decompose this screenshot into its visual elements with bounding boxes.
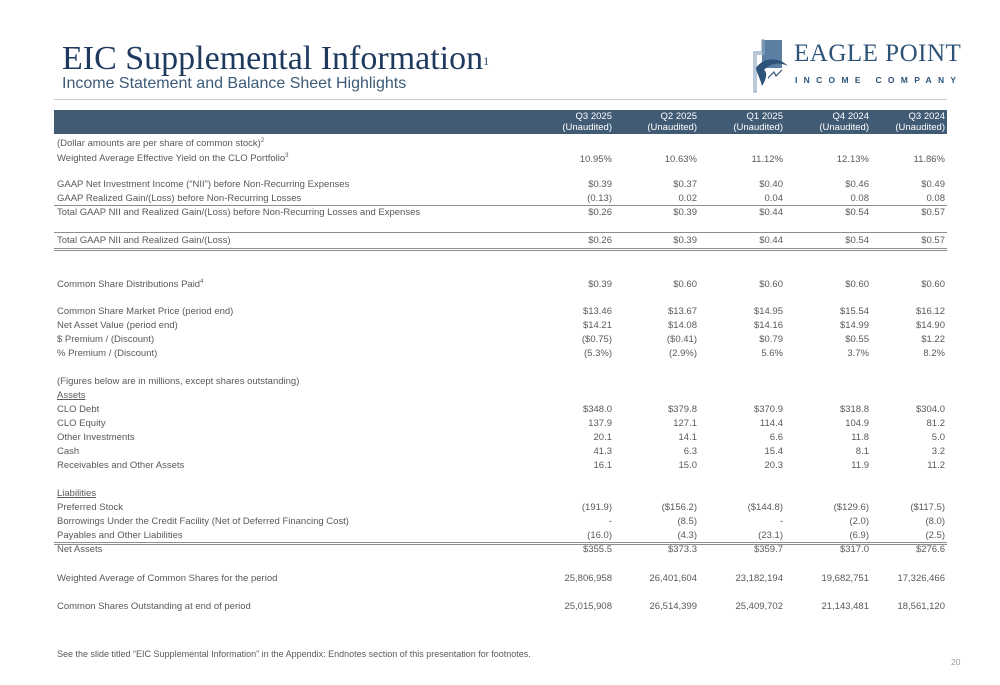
table-cell: ($0.75) (581, 334, 612, 345)
column-period: Q3 2024 (908, 111, 945, 122)
row-label (57, 432, 135, 443)
table-cell: $1.22 (921, 334, 945, 345)
row-label (57, 306, 233, 317)
column-note: (Unaudited) (647, 121, 697, 133)
table-header (54, 110, 947, 134)
logo-name: EAGLE POINT (794, 40, 962, 67)
table-cell: $276.6 (915, 544, 945, 555)
table-cell: $0.44 (759, 235, 783, 246)
table-cell: 11.2 (927, 460, 945, 471)
table-cell: 25,409,702 (735, 601, 783, 612)
column-header (865, 112, 945, 133)
row-label-text: Weighted Average Effective Yield on the CLO Portfolio (57, 153, 286, 165)
column-period: Q1 2025 (746, 111, 783, 122)
row-label (57, 404, 99, 415)
table-cell: 11.9 (851, 460, 869, 471)
row-label (57, 488, 96, 499)
table-cell: (2.5) (925, 530, 945, 541)
row-label (57, 418, 106, 429)
table-cell: $0.49 (921, 179, 945, 190)
row-label-text: Borrowings Under the Credit Facility (Net of Deferred Financing Cost) (57, 516, 349, 527)
table-cell: $0.79 (759, 334, 783, 345)
table-cell: (23.1) (758, 530, 783, 541)
table-cell: 15.4 (764, 446, 783, 457)
row-label-text: Receivables and Other Assets (57, 460, 185, 471)
table-cell: $0.26 (588, 235, 612, 246)
table-cell: 12.13% (836, 154, 869, 165)
row-label-text: % Premium / (Discount) (57, 348, 158, 359)
row-label-text: Total GAAP NII and Realized Gain/(Loss) (57, 235, 231, 246)
table-cell: 10.95% (579, 154, 612, 165)
table-cell: (6.9) (849, 530, 869, 541)
row-label-text: Liabilities (57, 488, 97, 499)
table-cell: 137.9 (588, 418, 612, 429)
table-cell: 0.02 (678, 193, 697, 204)
table-cell: 11.12% (751, 154, 783, 165)
row-label (57, 601, 251, 612)
table-cell: 17,326,466 (897, 573, 945, 584)
table-cell: $0.46 (845, 179, 869, 190)
row-label-text: GAAP Realized Gain/(Loss) before Non-Recurring Losses (57, 193, 302, 204)
title-footnote: 1 (483, 54, 490, 68)
row-label-text: Common Share Distributions Paid (57, 279, 201, 291)
table-cell: $0.39 (588, 179, 612, 190)
table-cell: 6.6 (769, 432, 783, 443)
table-cell: $0.26 (588, 207, 612, 218)
column-header (789, 112, 869, 133)
row-label (57, 530, 183, 541)
table-cell: 11.86% (913, 154, 945, 165)
title-text: EIC Supplemental Information (62, 40, 484, 77)
subtotal-rule (54, 205, 947, 206)
table-cell: 8.1 (855, 446, 869, 457)
page-subtitle: Income Statement and Balance Sheet Highlights (62, 75, 407, 92)
table-cell: $14.99 (839, 320, 869, 331)
table-cell: (8.0) (925, 516, 945, 527)
row-label-text: Payables and Other Liabilities (57, 530, 183, 541)
table-cell: $14.08 (667, 320, 697, 331)
table-cell: 3.2 (931, 446, 945, 457)
table-cell: $0.39 (673, 235, 697, 246)
row-label-text: Net Asset Value (period end) (57, 320, 178, 331)
row-label (57, 138, 264, 149)
table-cell: 5.6% (761, 348, 783, 359)
table-cell: $0.54 (845, 235, 869, 246)
page-title (62, 40, 489, 78)
table-cell: $304.0 (915, 404, 945, 415)
column-header (532, 112, 612, 133)
total-double-rule (54, 248, 947, 251)
footnote-marker: 4 (200, 279, 204, 285)
column-note: (Unaudited) (733, 121, 783, 133)
table-cell: (5.3%) (584, 348, 612, 359)
table-cell: $13.46 (582, 306, 612, 317)
table-cell: 11.8 (851, 432, 869, 443)
total-double-rule (54, 542, 947, 545)
row-label-text: Total GAAP NII and Realized Gain/(Loss) before Non-Recurring Losses and Expenses (57, 207, 421, 218)
table-cell: (2.9%) (669, 348, 697, 359)
row-label (57, 153, 289, 164)
table-cell: (2.0) (849, 516, 869, 527)
table-cell: ($129.6) (833, 502, 869, 513)
table-cell: $0.54 (845, 207, 869, 218)
table-cell: - (608, 516, 612, 527)
table-cell: $13.67 (667, 306, 697, 317)
footnote-text: See the slide titled “EIC Supplemental Information” in the Appendix: Endnotes section of this presentation for footnotes. (57, 649, 531, 659)
table-cell: $348.0 (582, 404, 612, 415)
table-cell: 26,514,399 (649, 601, 697, 612)
column-header (703, 112, 783, 133)
row-label (57, 179, 349, 190)
table-cell: 3.7% (847, 348, 869, 359)
table-cell: $14.16 (753, 320, 783, 331)
table-cell: $317.0 (839, 544, 869, 555)
row-label (57, 207, 420, 218)
eagle-icon (752, 38, 796, 94)
row-label-text: Common Share Market Price (period end) (57, 306, 234, 317)
table-cell: 21,143,481 (821, 601, 869, 612)
row-label (57, 573, 277, 584)
table-cell: 18,561,120 (897, 601, 945, 612)
table-cell: $14.95 (753, 306, 783, 317)
table-cell: $16.12 (915, 306, 945, 317)
table-cell: 23,182,194 (735, 573, 783, 584)
table-cell: 127.1 (673, 418, 697, 429)
subtotal-rule (54, 232, 947, 233)
column-note: (Unaudited) (819, 121, 869, 133)
table-cell: 0.08 (850, 193, 869, 204)
column-period: Q3 2025 (575, 111, 612, 122)
row-label-text: Assets (57, 390, 86, 401)
table-cell: 10.63% (664, 154, 697, 165)
table-cell: $0.39 (673, 207, 697, 218)
table-cell: 20.3 (764, 460, 783, 471)
table-cell: $0.39 (588, 279, 612, 290)
table-cell: $359.7 (753, 544, 783, 555)
table-cell: ($117.5) (910, 502, 945, 513)
row-label (57, 446, 79, 457)
table-cell: 8.2% (923, 348, 945, 359)
row-label (57, 460, 184, 471)
table-cell: $0.57 (921, 235, 945, 246)
row-label (57, 544, 102, 555)
table-cell: $373.3 (667, 544, 697, 555)
table-cell: $0.60 (921, 279, 945, 290)
row-label (57, 235, 231, 246)
table-cell: $379.8 (667, 404, 697, 415)
table-cell: 114.4 (759, 418, 783, 429)
row-label (57, 376, 299, 387)
table-cell: 14.1 (678, 432, 697, 443)
company-logo (752, 38, 963, 94)
row-label-text: Net Assets (57, 544, 103, 555)
table-cell: 16.1 (593, 460, 612, 471)
table-cell: $355.5 (582, 544, 612, 555)
row-label-text: (Dollar amounts are per share of common stock) (57, 138, 261, 150)
table-cell: - (779, 516, 783, 527)
row-label-text: $ Premium / (Discount) (57, 334, 155, 345)
page-number: 20 (951, 657, 961, 667)
row-label (57, 279, 203, 290)
column-period: Q2 2025 (660, 111, 697, 122)
table-cell: ($144.8) (747, 502, 783, 513)
table-cell: ($156.2) (661, 502, 697, 513)
row-label-text: Common Shares Outstanding at end of period (57, 601, 251, 612)
row-label (57, 516, 349, 527)
row-label (57, 348, 157, 359)
table-cell: $0.60 (845, 279, 869, 290)
logo-tagline: INCOME COMPANY (795, 75, 963, 85)
table-cell: 19,682,751 (821, 573, 869, 584)
table-cell: 0.04 (764, 193, 783, 204)
table-cell: $370.9 (753, 404, 783, 415)
footnote-marker: 2 (260, 138, 265, 144)
table-cell: (4.3) (677, 530, 697, 541)
row-label (57, 502, 123, 513)
header-divider (54, 99, 947, 100)
row-label-text: CLO Debt (57, 404, 100, 415)
table-cell: $0.40 (759, 179, 783, 190)
table-cell: $0.60 (673, 279, 697, 290)
row-label (57, 193, 301, 204)
column-note: (Unaudited) (562, 121, 612, 133)
row-label-text: (Figures below are in millions, except shares outstanding) (57, 376, 300, 387)
table-cell: $0.37 (673, 179, 697, 190)
table-cell: $0.57 (921, 207, 945, 218)
table-cell: 25,015,908 (564, 601, 612, 612)
table-cell: $0.60 (759, 279, 783, 290)
table-cell: (16.0) (587, 530, 612, 541)
table-cell: 26,401,604 (649, 573, 697, 584)
table-cell: 25,806,958 (564, 573, 612, 584)
row-label (57, 390, 86, 401)
column-note: (Unaudited) (895, 121, 945, 133)
table-cell: (191.9) (581, 502, 612, 513)
table-cell: (0.13) (587, 193, 612, 204)
row-label (57, 334, 154, 345)
table-cell: ($0.41) (666, 334, 697, 345)
table-cell: $318.8 (839, 404, 869, 415)
table-cell: 20.1 (593, 432, 612, 443)
row-label-text: Weighted Average of Common Shares for the period (57, 573, 278, 584)
table-cell: 15.0 (678, 460, 697, 471)
column-period: Q4 2024 (832, 111, 869, 122)
row-label-text: CLO Equity (57, 418, 106, 429)
row-label-text: Preferred Stock (57, 502, 123, 513)
table-cell: $0.55 (845, 334, 869, 345)
row-label-text: Cash (57, 446, 80, 457)
column-header (617, 112, 697, 133)
table-cell: $0.44 (759, 207, 783, 218)
row-label-text: GAAP Net Investment Income (“NII”) before Non-Recurring Expenses (57, 179, 350, 190)
footnote-marker: 3 (285, 153, 289, 159)
table-cell: 6.3 (683, 446, 697, 457)
table-cell: $14.90 (915, 320, 945, 331)
table-cell: 81.2 (926, 418, 945, 429)
table-cell: 41.3 (593, 446, 612, 457)
table-cell: 5.0 (931, 432, 945, 443)
table-cell: (8.5) (677, 516, 697, 527)
row-label-text: Other Investments (57, 432, 135, 443)
table-cell: $14.21 (582, 320, 612, 331)
row-label (57, 320, 178, 331)
table-cell: $15.54 (839, 306, 869, 317)
table-cell: 0.08 (926, 193, 945, 204)
table-cell: 104.9 (845, 418, 869, 429)
